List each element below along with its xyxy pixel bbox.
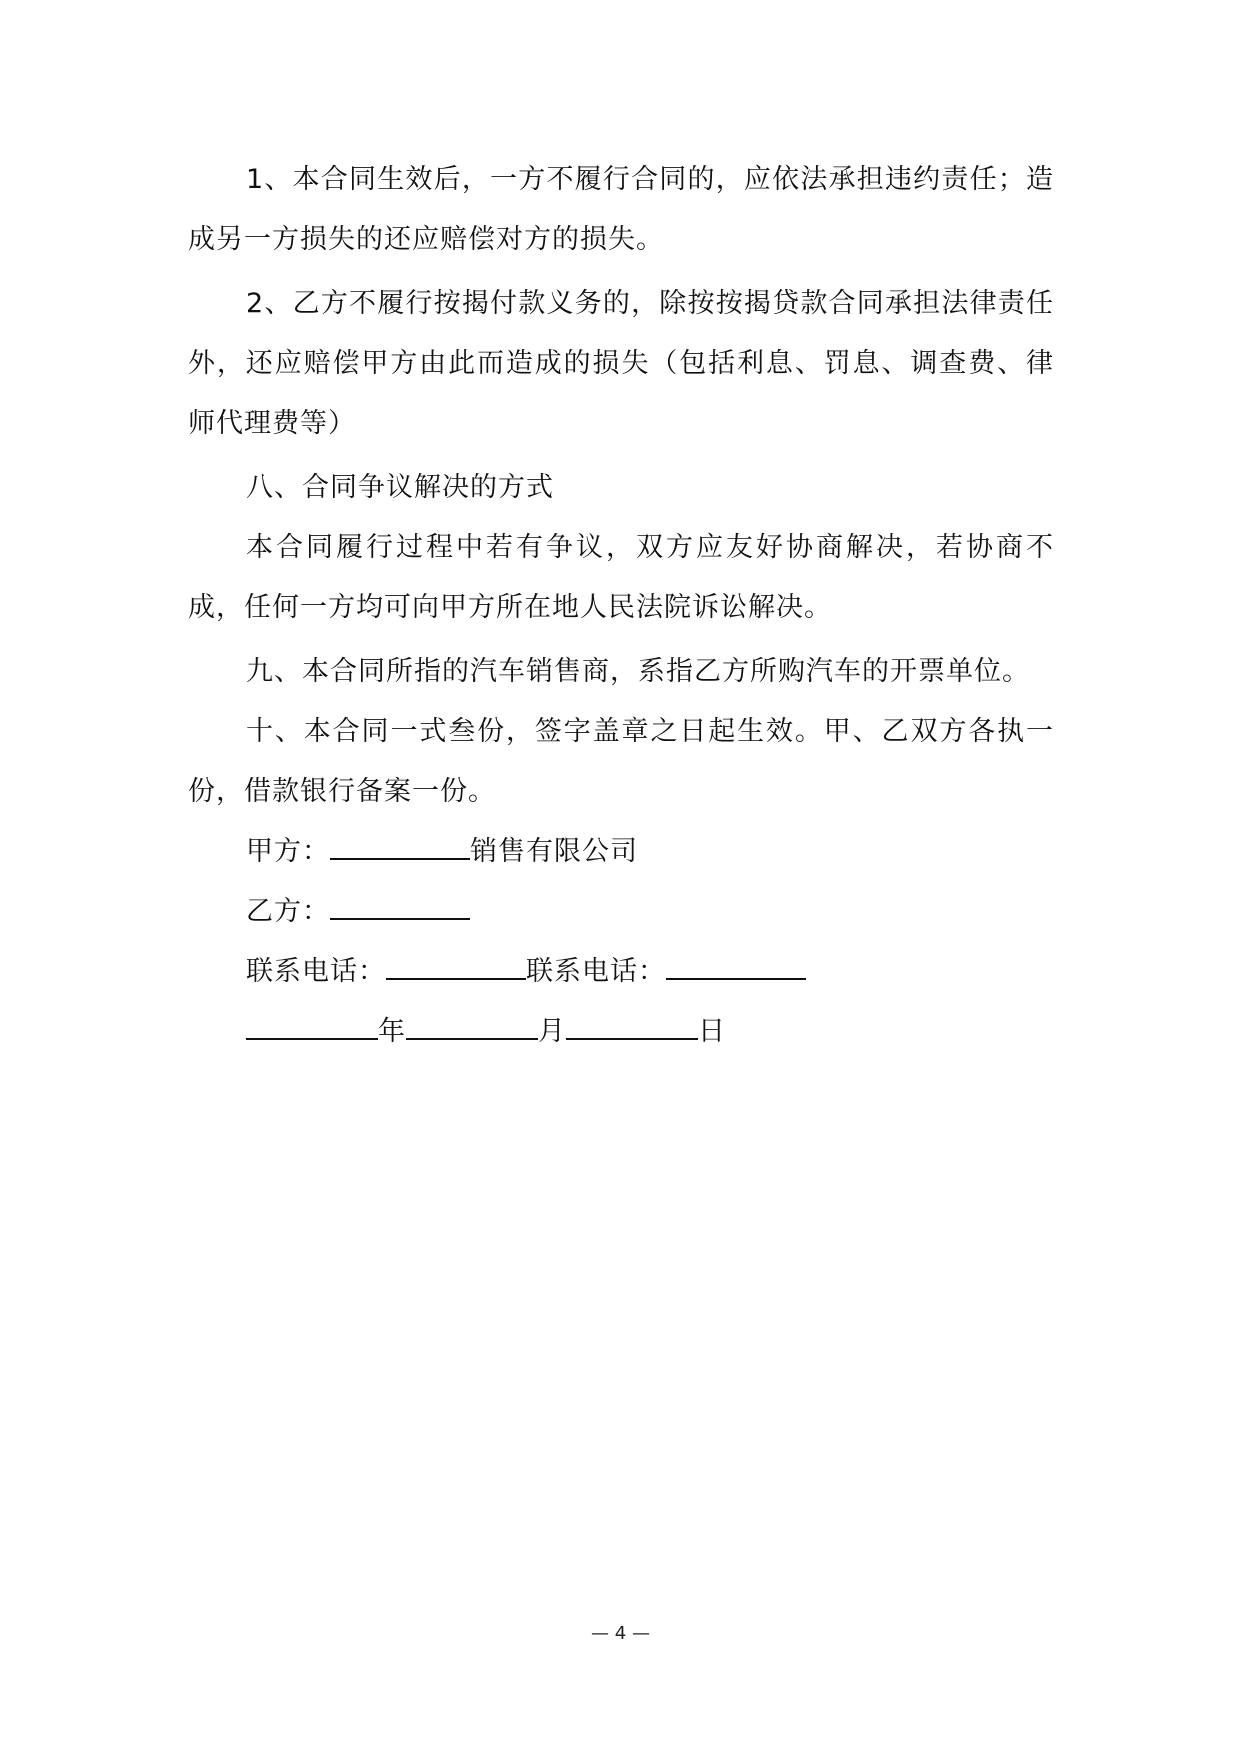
day-blank bbox=[566, 1008, 698, 1040]
party-a-label: 甲方： bbox=[246, 836, 330, 867]
section-9: 九、本合同所指的汽车销售商，系指乙方所购汽车的开票单位。 bbox=[246, 656, 1030, 687]
phone-blank-2 bbox=[666, 948, 806, 980]
page-number: — 4 — bbox=[591, 1623, 650, 1644]
year-label: 年 bbox=[378, 1016, 406, 1047]
phone-blank-1 bbox=[386, 948, 526, 980]
section-8-body: 本合同履行过程中若有争议，双方应友好协商解决，若协商不成，任何一方均可向甲方所在地人民法院诉讼解决。 bbox=[188, 532, 1054, 623]
month-blank bbox=[406, 1008, 538, 1040]
party-b-blank bbox=[330, 888, 470, 920]
phone-label-2: 联系电话： bbox=[526, 956, 666, 987]
date-line bbox=[188, 1002, 1054, 1062]
month-label: 月 bbox=[538, 1016, 566, 1047]
party-a-line bbox=[188, 822, 1054, 882]
clause-2: 2、乙方不履行按揭付款义务的，除按按揭贷款合同承担法律责任外，还应赔偿甲方由此而造成的损失（包括利息、罚息、调查费、律师代理费等） bbox=[188, 288, 1054, 439]
day-label: 日 bbox=[698, 1016, 726, 1047]
clause-1: 1、本合同生效后，一方不履行合同的，应依法承担违约责任；造成另一方损失的还应赔偿对方的损失。 bbox=[188, 164, 1054, 255]
year-blank bbox=[246, 1008, 378, 1040]
party-a-blank bbox=[330, 828, 470, 860]
phone-line bbox=[188, 942, 1054, 1002]
party-a-suffix: 销售有限公司 bbox=[470, 836, 638, 867]
phone-label-1: 联系电话： bbox=[246, 956, 386, 987]
party-b-line bbox=[188, 882, 1054, 942]
party-b-label: 乙方： bbox=[246, 896, 330, 927]
section-10: 十、本合同一式叁份，签字盖章之日起生效。甲、乙双方各执一份，借款银行备案一份。 bbox=[188, 716, 1054, 807]
section-8-heading: 八、合同争议解决的方式 bbox=[246, 472, 554, 503]
document-body bbox=[188, 150, 1054, 1062]
